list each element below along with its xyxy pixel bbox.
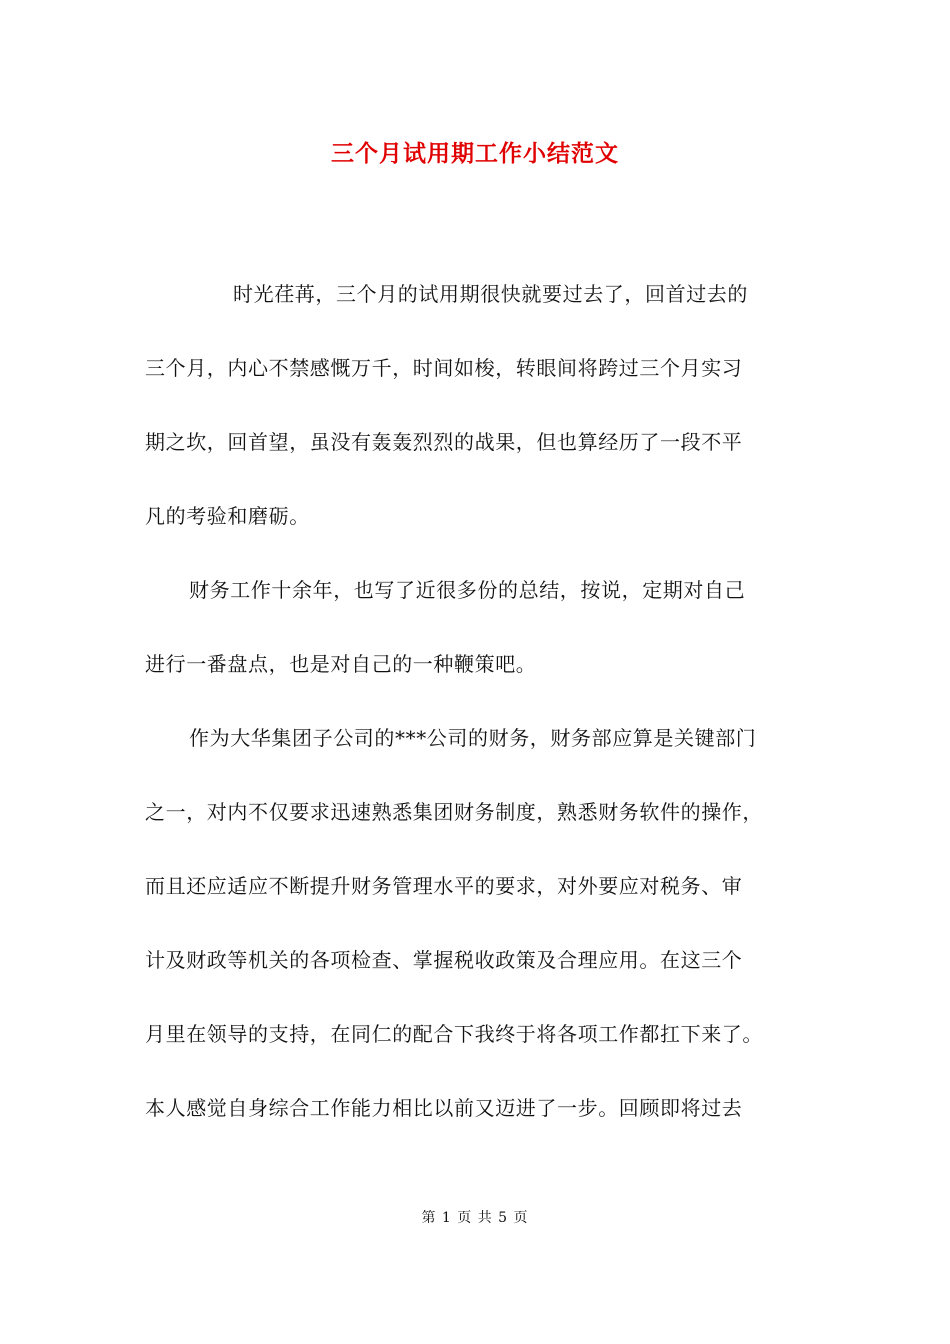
body-line-9: 而且还应适应不断提升财务管理水平的要求，对外要应对税务、审: [145, 874, 743, 898]
document-title: 三个月试用期工作小结范文: [331, 140, 619, 167]
body-line-10: 计及财政等机关的各项检查、掌握税收政策及合理应用。在这三个: [145, 948, 743, 972]
body-line-12: 本人感觉自身综合工作能力相比以前又迈进了一步。回顾即将过去: [145, 1096, 743, 1120]
body-line-2: 三个月，内心不禁感慨万千，时间如梭，转眼间将跨过三个月实习: [145, 356, 743, 380]
page-number-footer: 第 1 页 共 5 页: [421, 1210, 529, 1226]
body-line-3: 期之坎，回首望，虽没有轰轰烈烈的战果，但也算经历了一段不平: [145, 430, 743, 454]
document-body: [145, 276, 815, 1164]
body-line-1: 时光荏苒，三个月的试用期很快就要过去了，回首过去的: [233, 282, 748, 306]
body-line-6: 进行一番盘点，也是对自己的一种鞭策吧。: [145, 652, 537, 676]
body-line-8: 之一，对内不仅要求迅速熟悉集团财务制度，熟悉财务软件的操作，: [145, 800, 763, 824]
body-line-5: 财务工作十余年，也写了近很多份的总结，按说，定期对自己: [189, 578, 746, 602]
body-line-4: 凡的考验和磨砺。: [145, 504, 310, 528]
body-line-11: 月里在领导的支持，在同仁的配合下我终于将各项工作都扛下来了。: [145, 1022, 763, 1046]
body-line-7: 作为大华集团子公司的***公司的财务，财务部应算是关键部门: [189, 726, 757, 750]
